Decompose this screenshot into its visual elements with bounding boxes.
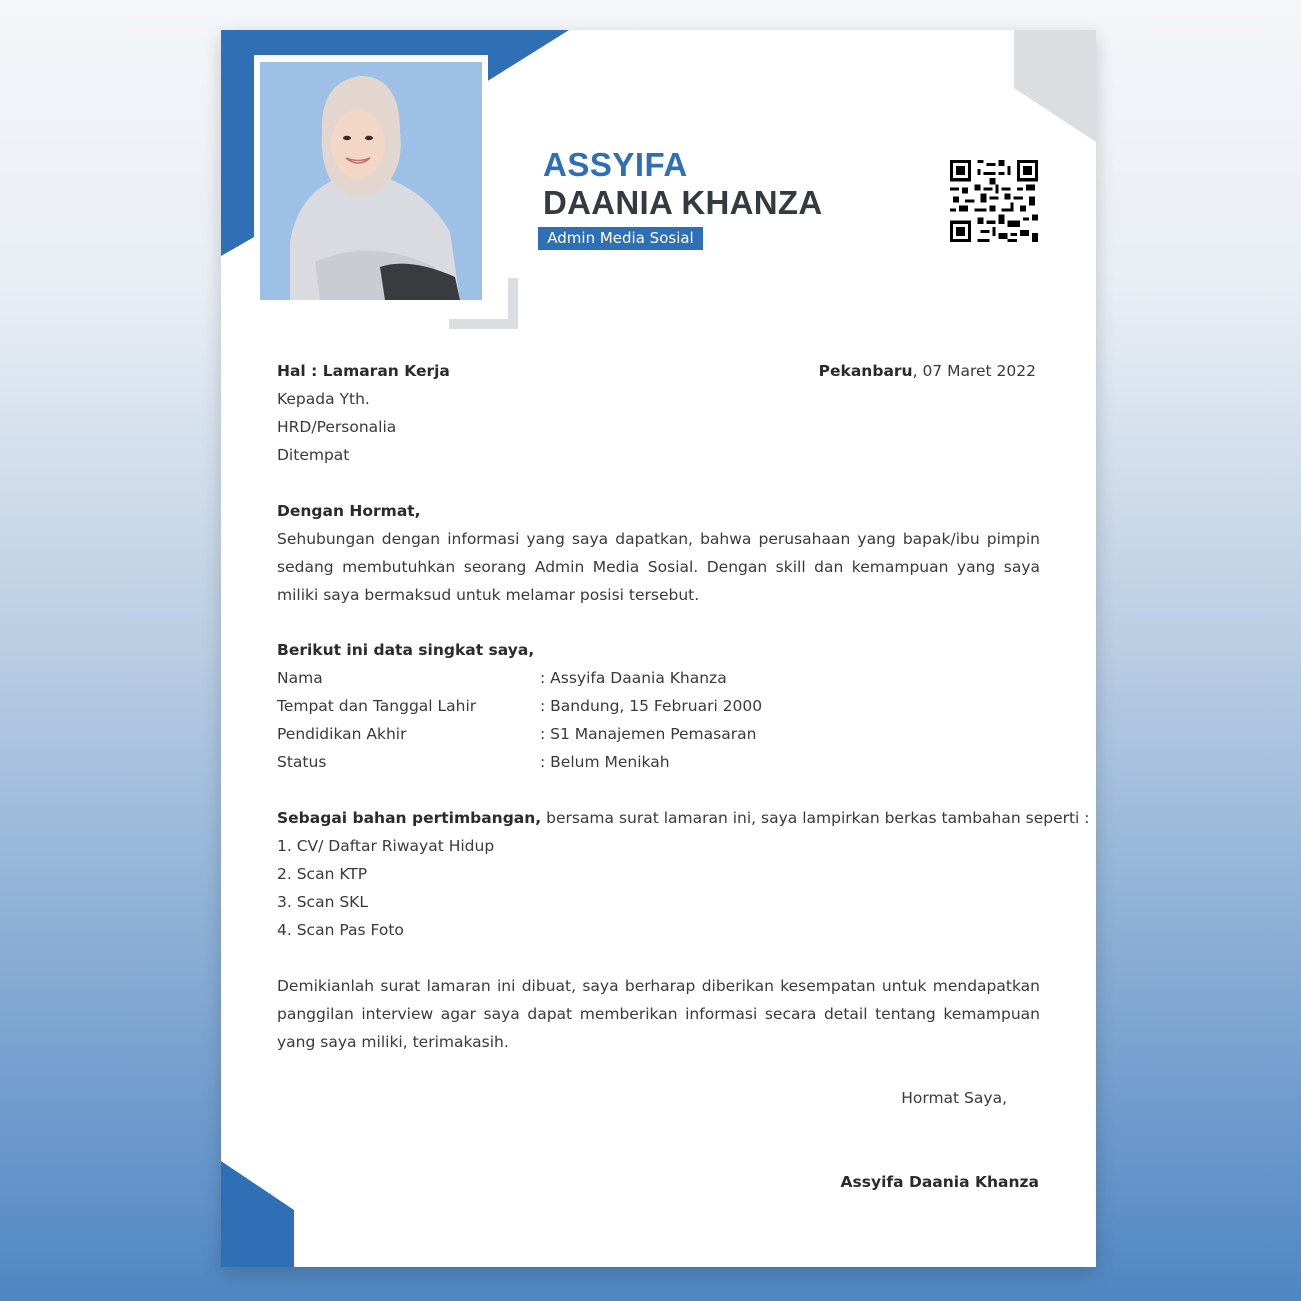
place: Pekanbaru — [818, 362, 913, 380]
data-heading: Berikut ini data singkat saya, — [277, 641, 535, 659]
place-date — [819, 357, 1036, 385]
profile-photo — [260, 62, 482, 300]
data-value-education: : S1 Manajemen Pemasaran — [540, 725, 757, 743]
letter-page — [221, 30, 1096, 1267]
role-badge: Admin Media Sosial — [538, 227, 703, 250]
attachment-item: 1. CV/ Daftar Riwayat Hidup — [277, 837, 495, 855]
recipient-line-1: Kepada Yth. — [277, 390, 370, 408]
recipient-line-3: Ditempat — [277, 446, 350, 464]
data-value-birth: : Bandung, 15 Februari 2000 — [540, 697, 763, 715]
greeting: Dengan Hormat, — [277, 502, 421, 520]
applicant-last-name: DAANIA KHANZA — [543, 184, 823, 221]
data-value-name: : Assyifa Daania Khanza — [540, 669, 727, 687]
attachment-item: 4. Scan Pas Foto — [277, 921, 404, 939]
bottom-left-blue-shape — [221, 1161, 294, 1267]
sign-off: Hormat Saya, — [901, 1089, 1007, 1107]
recipient-line-2: HRD/Personalia — [277, 418, 397, 436]
closing-paragraph: Demikianlah surat lamaran ini dibuat, saya berharap diberikan kesempatan untuk mendapatkan panggilan interview agar saya dapat memberikan informasi secara detail tentang kemampuan yang saya miliki, terimakasih. — [277, 977, 1040, 1051]
data-value-status: : Belum Menikah — [540, 753, 670, 771]
attachments-intro-bold: Sebagai bahan pertimbangan, — [277, 809, 542, 827]
attachment-item: 3. Scan SKL — [277, 893, 368, 911]
data-label-education: Pendidikan Akhir — [277, 725, 407, 743]
applicant-first-name: ASSYIFA — [543, 146, 688, 183]
subject-line: Hal : Lamaran Kerja — [277, 362, 450, 380]
date: , 07 Maret 2022 — [912, 362, 1036, 380]
qr-code-icon — [950, 160, 1038, 242]
data-label-birth: Tempat dan Tanggal Lahir — [277, 697, 477, 715]
signature-name: Assyifa Daania Khanza — [840, 1173, 1039, 1191]
attachment-item: 2. Scan KTP — [277, 865, 368, 883]
attachments-intro — [277, 804, 1090, 832]
top-right-gray-shape — [1014, 30, 1096, 142]
intro-paragraph: Sehubungan dengan informasi yang saya dapatkan, bahwa perusahaan yang bapak/ibu pimpin sedang membutuhkan seorang Admin Media Sosial. Dengan skill dan kemampuan yang saya miliki saya bermaksud untuk melamar posisi tersebut. — [277, 530, 1040, 604]
data-label-name: Nama — [277, 669, 323, 687]
data-label-status: Status — [277, 753, 327, 771]
attachments-intro-rest: bersama surat lamaran ini, saya lampirkan berkas tambahan seperti : — [541, 809, 1090, 827]
